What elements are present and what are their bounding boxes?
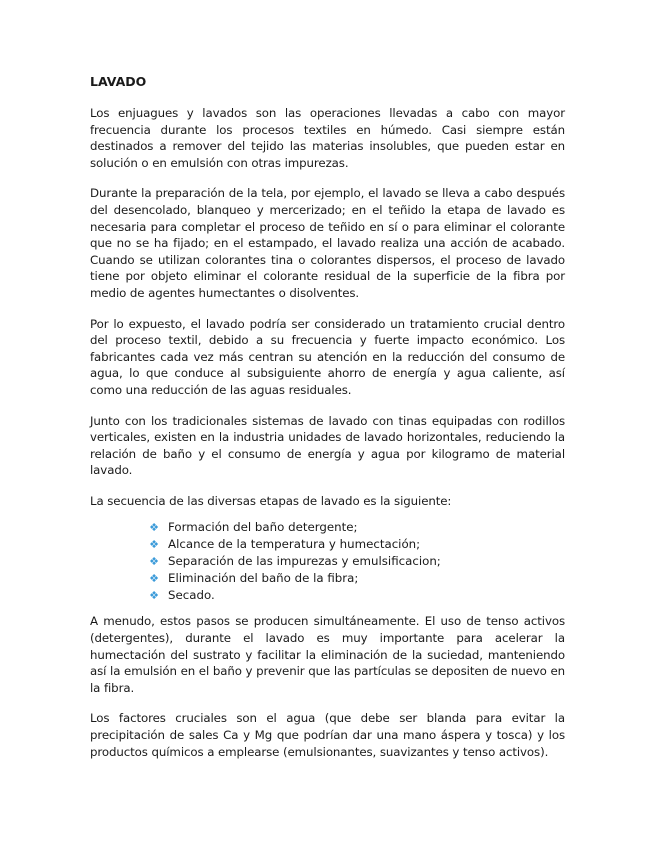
steps-list (90, 519, 565, 604)
list-item-text: Alcance de la temperatura y humectación; (168, 537, 421, 552)
list-item (148, 536, 565, 553)
diamond-bullet-icon: ❖ (149, 589, 159, 603)
paragraph-2: Durante la preparación de la tela, por ejemplo, el lavado se lleva a cabo después del desencolado, blanqueo y mercerizado; en el teñido la etapa de lavado es necesaria para completar el proceso de teñido en sí o para eliminar el colorante que no se ha fijado; en el estampado, el lavado realiza una acción de acabado. Cuando se utilizan colorantes tina o colorantes dispersos, el proceso de lavado tiene por objeto eliminar el colorante residual de la superficie de la fibra por medio de agentes humectantes o disolventes. (90, 186, 565, 300)
diamond-bullet-icon: ❖ (149, 521, 159, 535)
list-item (148, 587, 565, 604)
list-item-text: Formación del baño detergente; (168, 520, 358, 535)
list-item (148, 570, 565, 587)
diamond-bullet-icon: ❖ (149, 555, 159, 569)
list-item-text: Eliminación del baño de la fibra; (168, 571, 359, 586)
list-item (148, 553, 565, 570)
paragraph-4: Junto con los tradicionales sistemas de lavado con tinas equipadas con rodillos verticales, existen en la industria unidades de lavado horizontales, reduciendo la relación de baño y el consumo de energía y agua por kilogramo de material lavado. (90, 413, 565, 478)
list-item-text: Secado. (168, 588, 215, 603)
paragraph-6: A menudo, estos pasos se producen simultáneamente. El uso de tenso activos (detergentes), durante el lavado es muy importante para acelerar la humectación del sustrato y facilitar la eliminación de la suciedad, manteniendo así la emulsión en el baño y prevenir que las partículas se depositen de nuevo en la fibra. (90, 614, 565, 695)
document-page (90, 73, 565, 774)
paragraph-1: Los enjuagues y lavados son las operaciones llevadas a cabo con mayor frecuencia durante los procesos textiles en húmedo. Casi siempre están destinados a remover del tejido las materias insolubles, que pueden estar en solución o en emulsión con otras impurezas. (90, 106, 565, 170)
list-item (148, 519, 565, 536)
list-item-text: Separación de las impurezas y emulsificacion; (168, 554, 441, 569)
diamond-bullet-icon: ❖ (149, 538, 159, 552)
paragraph-3: Por lo expuesto, el lavado podría ser considerado un tratamiento crucial dentro del proceso textil, debido a su frecuencia y fuerte impacto económico. Los fabricantes cada vez más centran su atención en la reducción del consumo de agua, lo que conduce al subsiguiente ahorro de energía y agua caliente, así como una reducción de las aguas residuales. (90, 316, 565, 397)
paragraph-5-intro: La secuencia de las diversas etapas de lavado es la siguiente: (90, 493, 452, 508)
paragraph-7: Los factores cruciales son el agua (que debe ser blanda para evitar la precipitación de sales Ca y Mg que podrían dar una mano áspera y tosca) y los productos químicos a emplearse (emulsionantes, suavizantes y tenso activos). (90, 711, 565, 759)
diamond-bullet-icon: ❖ (149, 572, 159, 586)
section-heading: LAVADO (90, 74, 147, 89)
